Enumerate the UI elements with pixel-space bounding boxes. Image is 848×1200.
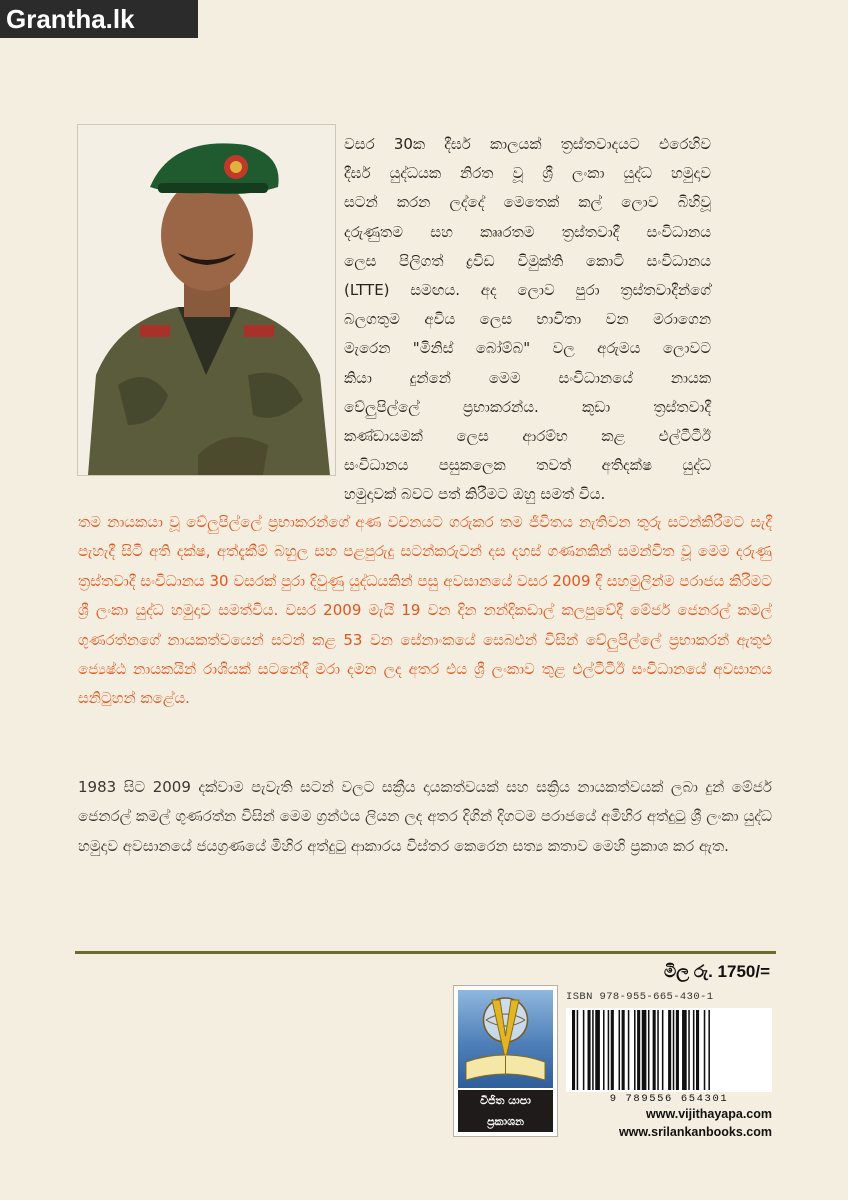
watermark-logo: Grantha.lk bbox=[0, 0, 198, 38]
intro-line: (LTTE) සමඟය. අද ලොව පුරා ත්‍රස්තවාදීන්ගේ bbox=[344, 281, 711, 300]
barcode-bar bbox=[628, 1010, 630, 1090]
publisher-emblem bbox=[458, 990, 553, 1088]
barcode-bar bbox=[603, 1010, 605, 1090]
barcode-bar bbox=[611, 1010, 614, 1090]
author-photo bbox=[77, 124, 336, 476]
intro-line: දරුණුතම සහ කෲරතම ත්‍රස්තවාදී සංවිධානය bbox=[344, 222, 711, 241]
barcode-bar bbox=[637, 1010, 640, 1090]
barcode-bar bbox=[583, 1010, 585, 1090]
intro-line: වසර 30ක දීර්ඝ කාලයක් ත්‍රස්තවාදයට එරෙහිව bbox=[344, 135, 711, 153]
barcode-bar bbox=[588, 1010, 591, 1090]
publisher-name-line: විජිත යාපා bbox=[480, 1094, 531, 1107]
intro-line: සටන් කරන ලද්දේ මෙතෙක් කල් ලොව බිහිවූ bbox=[344, 193, 711, 212]
intro-line: දීර්ඝ යුද්ධයක නිරත වූ ශ්‍රී ලංකා යුද්ධ හමුදාව bbox=[344, 164, 711, 183]
intro-line: ලෙස පිලිගත් ද්‍රවිඩ විමුක්ති කොටි සංවිධානය bbox=[344, 251, 711, 270]
barcode-bar bbox=[577, 1010, 579, 1090]
intro-line: සංවිධානය පසුකලෙක තවත් අතිදක්ෂ යුද්ධ bbox=[344, 456, 711, 475]
price-label: මිල රු. 1750/= bbox=[663, 962, 770, 981]
intro-line: හමුදාවක් බවට පත් කිරීමට ඔහු සමත් විය. bbox=[344, 485, 606, 504]
highlight-paragraph: තම නායකයා වූ වේලුපිල්ලේ ප්‍රභාකරන්ගේ අණ වචනයට ගරුකර තම ජීවිතය නැතිවන තුරු සටන්කිරීමට සැදී පැහැදී සිටි අති දක්ෂ, අත්දැකීම් බහුල සහ පළපුරුදු සටන්කරුවන් දස දහස් ගණනකින් සමන්විත වූ මෙම දරුණු ත්‍රස්තවාදී සංවිධානය 30 වසරක් පුරා දිවුණු යුද්ධයකින් පසු අවසානයේ වසර 2009 දී සහමුලින්ම පරාජය කිරීමට ශ්‍රී ලංකා යුද්ධ හමුදාව සමත්විය. වසර 2009 මැයි 19 වන දින නන්දිකඩාල් කලපුවේදී මේජර් ජෙනරල් කමල් ගුණරත්නගේ නායකත්වයෙන් සටන් කළ 53 වන සේනාංකයේ සෙබළුන් විසින් වේලුපිල්ලේ ප්‍රභාකරන් ඇතුළු ජ්‍යෙෂ්ඨ නායකයින් රාශියක් සටනේදී මරා දමන ලද අතර එය ශ්‍රී ලංකාව තුළ එල්ටීටීඊ සංවිධානයේ අවසානය සනිටුහන් කළේය. bbox=[78, 513, 772, 708]
barcode-bar bbox=[682, 1010, 687, 1090]
barcode-bar bbox=[648, 1010, 650, 1090]
publisher-name bbox=[458, 1090, 553, 1132]
publisher-name-line: ප්‍රකාශන bbox=[487, 1115, 524, 1128]
barcode-bar bbox=[676, 1010, 679, 1090]
author-portrait-illustration bbox=[78, 125, 335, 475]
barcode-bar bbox=[704, 1010, 706, 1090]
barcode-bar bbox=[708, 1010, 710, 1090]
barcode-bar bbox=[668, 1010, 671, 1090]
barcode bbox=[566, 1008, 772, 1092]
publisher-url[interactable]: www.vijithayapa.com bbox=[646, 1107, 772, 1121]
barcode-bar bbox=[662, 1010, 664, 1090]
barcode-bar bbox=[642, 1010, 647, 1090]
publisher-logo-box bbox=[453, 985, 558, 1137]
barcode-bar bbox=[688, 1010, 690, 1090]
book-globe-icon bbox=[458, 990, 553, 1088]
intro-line: වේලුපිල්ලේ ප්‍රභාකරන්ය. කුඩා ත්‍රස්තවාදී bbox=[344, 397, 711, 416]
barcode-bar bbox=[592, 1010, 594, 1090]
intro-line: කණ්ඩායමක් ලෙස ආරම්භ කළ එල්ටීටීඊ bbox=[344, 427, 711, 446]
barcode-bar bbox=[595, 1010, 600, 1090]
barcode-bar bbox=[634, 1010, 636, 1090]
barcode-bar bbox=[653, 1010, 656, 1090]
barcode-bar bbox=[693, 1010, 695, 1090]
intro-line: බලගතුම අවිය ලෙස භාවිතා වන මරාගෙන bbox=[344, 310, 711, 329]
barcode-bar bbox=[619, 1010, 621, 1090]
barcode-bars bbox=[566, 1008, 772, 1092]
barcode-bar bbox=[622, 1010, 625, 1090]
intro-line: මැරෙන "මිනිස් බෝම්බ" වල අරුමය ලොවට bbox=[344, 339, 711, 358]
barcode-bar bbox=[657, 1010, 659, 1090]
barcode-bar bbox=[608, 1010, 610, 1090]
intro-paragraph bbox=[344, 130, 711, 510]
barcode-number: 9 789556 654301 bbox=[609, 1093, 729, 1105]
barcode-bar bbox=[673, 1010, 675, 1090]
intro-line: කියා දුන්නේ මෙම සංවිධානයේ නායක bbox=[344, 368, 711, 387]
barcode-bar bbox=[572, 1010, 575, 1090]
isbn-label: ISBN 978-955-665-430-1 bbox=[566, 991, 714, 1003]
author-paragraph: 1983 සිට 2009 දක්වාම පැවැති සටන් වලට සක්‍රීය දායකත්වයක් සහ සක්‍රිය නායකත්වයක් ලබා දුන් මේජර් ජෙනරල් කමල් ගුණරත්න විසින් මෙම ග්‍රන්ථය ලියන ලද අතර දිගින් දිගටම පරාජයේ අමිහිර අත්දුටු ශ්‍රී ලංකා යුද්ධ හමුදාව අවසානයේ ජයග්‍රණයේ මිහිර අත්දුටු ආකාරය විස්තර කෙරෙන සත්‍ය කතාව මෙහි ප්‍රකාශ කර ඇත. bbox=[78, 778, 772, 855]
divider-rule bbox=[75, 951, 776, 954]
barcode-bar bbox=[696, 1010, 699, 1090]
bookshop-url[interactable]: www.srilankanbooks.com bbox=[618, 1125, 772, 1139]
